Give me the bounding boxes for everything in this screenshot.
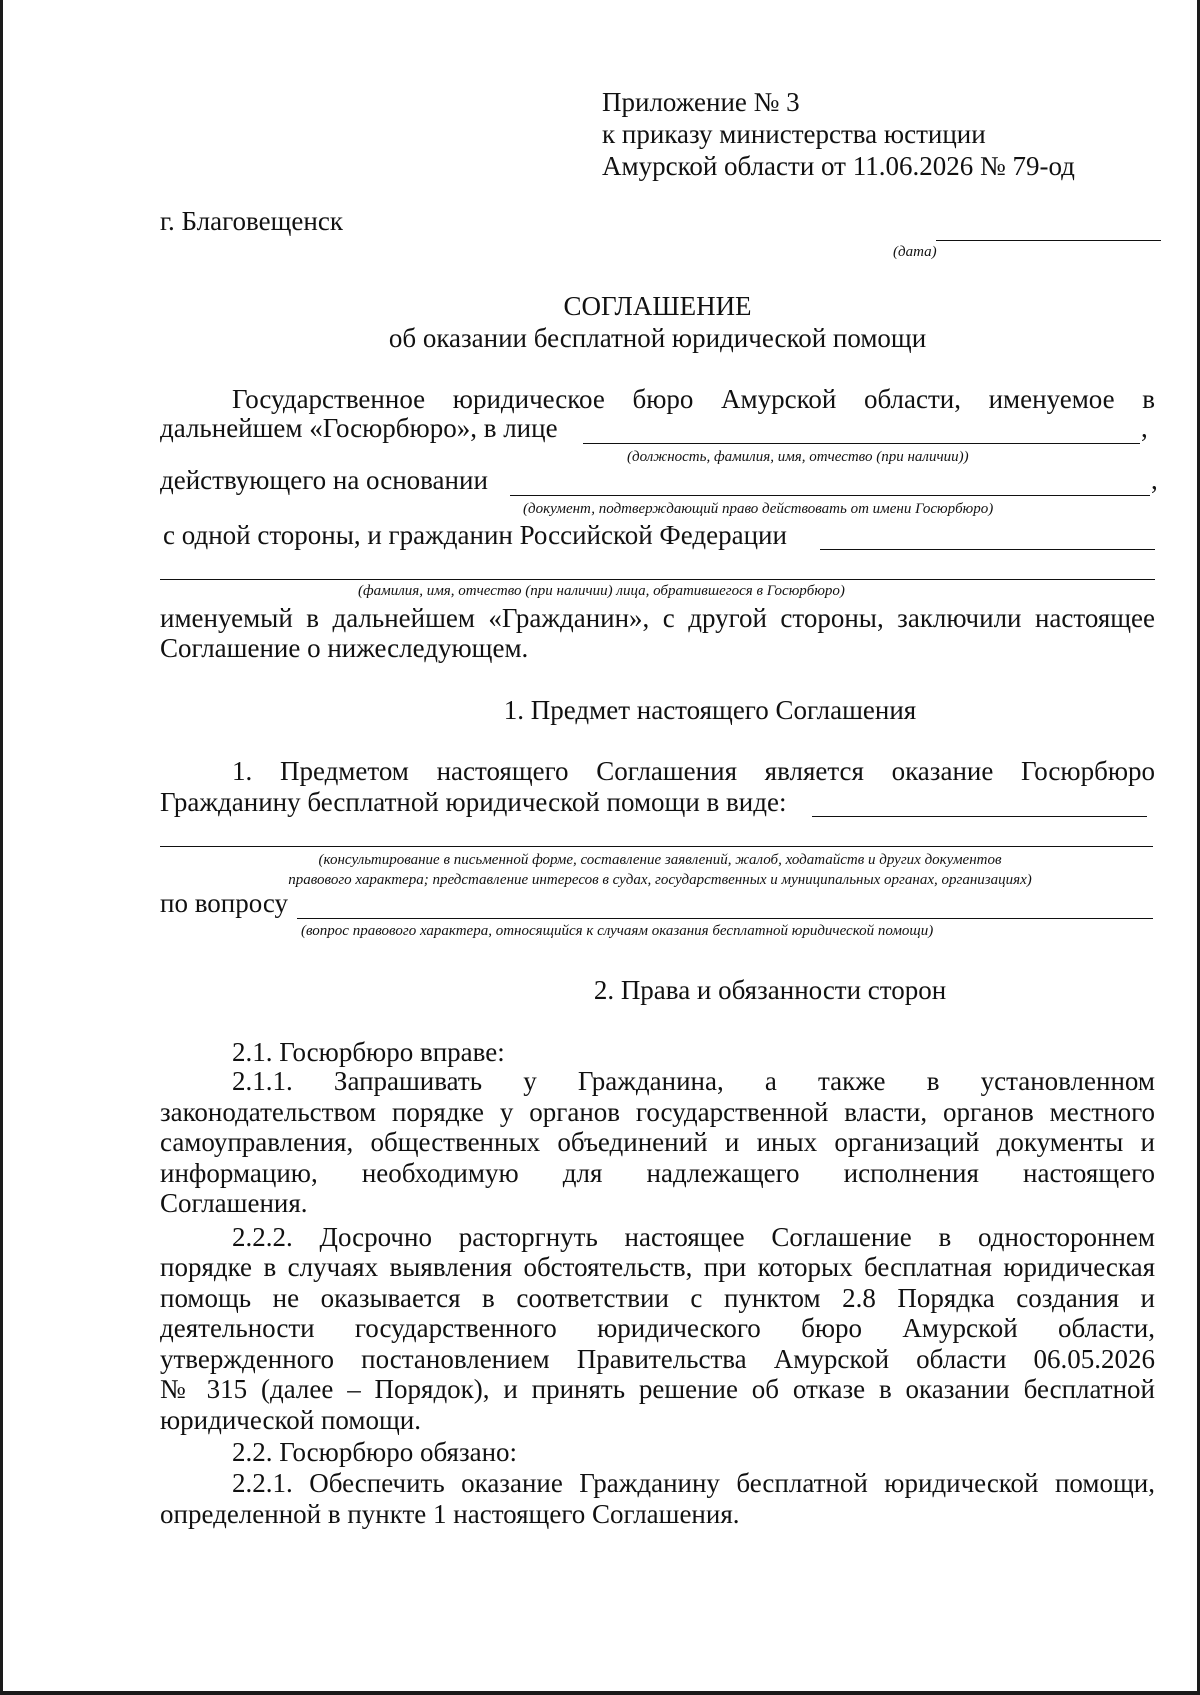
clause-2-2-1-line-2: определенной в пункте 1 настоящего Соглашения. <box>160 1499 740 1529</box>
scan-border-bottom <box>0 1691 1200 1695</box>
section-2-heading: 2. Права и обязанности сторон <box>593 975 947 1005</box>
representative-caption: (должность, фамилия, имя, отчество (при наличии)) <box>627 449 969 465</box>
help-form-caption-1: (консультирование в письменной форме, составление заявлений, жалоб, ходатайств и других документов <box>318 852 1002 868</box>
clause-2-1-1-line-5: Соглашения. <box>160 1188 308 1218</box>
date-caption: (дата) <box>893 244 937 260</box>
document-subtitle: об оказании бесплатной юридической помощи <box>388 323 927 353</box>
clause-2-2-2-line-3: помощь не оказывается в соответствии с пунктом 2.8 Порядка создания и <box>160 1283 1155 1313</box>
help-form-line-1 <box>812 816 1147 817</box>
document-title: СОГЛАШЕНИЕ <box>563 291 752 321</box>
section-1-p1-line-2: Гражданину бесплатной юридической помощи в виде: <box>160 787 787 817</box>
help-form-line-2 <box>160 846 1153 847</box>
question-caption: (вопрос правового характера, относящийся к случаям оказания бесплатной юридической помощи) <box>301 923 934 939</box>
basis-caption: (документ, подтверждающий право действовать от имени Госюрбюро) <box>523 501 994 517</box>
clause-2-1-1-line-2: законодательством порядке у органов государственной власти, органов местного <box>160 1097 1155 1127</box>
representative-line <box>583 443 1140 444</box>
clause-2-2-1-line-1: 2.2.1. Обеспечить оказание Гражданину бесплатной юридической помощи, <box>232 1468 1155 1498</box>
citizen-line-2 <box>160 579 1155 580</box>
section-1-p1-line-1: 1. Предметом настоящего Соглашения является оказание Госюрбюро <box>232 756 1155 786</box>
intro-line-4: с одной стороны, и гражданин Российской Федерации <box>163 520 787 550</box>
scan-border-left <box>0 0 3 1695</box>
date-line <box>936 240 1161 241</box>
section-1-heading: 1. Предмет настоящего Соглашения <box>503 695 917 725</box>
clause-2-1-1-line-3: самоуправления, общественных объединений и иных организаций документы и <box>160 1127 1155 1157</box>
intro-comma-1: , <box>1141 413 1148 443</box>
intro-line-1: Государственное юридическое бюро Амурской области, именуемое в <box>232 384 1155 414</box>
appendix-line-3: Амурской области от 11.06.2026 № 79-од <box>602 151 1075 181</box>
clause-2-1-1-line-1: 2.1.1. Запрашивать у Гражданина, а также в установленном <box>232 1066 1155 1096</box>
section-1-p2-label: по вопросу <box>160 888 289 918</box>
clause-2-1-heading: 2.1. Госюрбюро вправе: <box>232 1037 505 1067</box>
appendix-line-2: к приказу министерства юстиции <box>602 119 986 149</box>
help-form-caption-2: правового характера; представление интересов в судах, государственных и муниципальных органах, организациях) <box>288 872 1032 888</box>
basis-line <box>510 495 1150 496</box>
intro-line-3: действующего на основании <box>160 465 488 495</box>
intro-line-2: дальнейшем «Госюрбюро», в лице <box>160 413 558 443</box>
clause-2-2-heading: 2.2. Госюрбюро обязано: <box>232 1437 518 1467</box>
intro-line-6: Соглашение о нижеследующем. <box>160 633 529 663</box>
clause-2-2-2-line-6: № 315 (далее – Порядок), и принять решение об отказе в оказании бесплатной <box>160 1374 1155 1404</box>
clause-2-2-2-line-2: порядке в случаях выявления обстоятельств, при которых бесплатная юридическая <box>160 1252 1155 1282</box>
clause-2-2-2-line-1: 2.2.2. Досрочно расторгнуть настоящее Соглашение в одностороннем <box>232 1222 1155 1252</box>
citizen-caption: (фамилия, имя, отчество (при наличии) лица, обратившегося в Госюрбюро) <box>358 583 845 599</box>
intro-line-5: именуемый в дальнейшем «Гражданин», с другой стороны, заключили настоящее <box>160 603 1155 633</box>
city-name: г. Благовещенск <box>160 206 343 236</box>
question-line <box>297 918 1153 919</box>
clause-2-2-2-line-4: деятельности государственного юридического бюро Амурской области, <box>160 1313 1155 1343</box>
clause-2-2-2-line-7: юридической помощи. <box>160 1405 421 1435</box>
intro-comma-2: , <box>1151 465 1158 495</box>
clause-2-1-1-line-4: информацию, необходимую для надлежащего исполнения настоящего <box>160 1158 1155 1188</box>
clause-2-2-2-line-5: утвержденного постановлением Правительства Амурской области 06.05.2026 <box>160 1344 1155 1374</box>
appendix-line-1: Приложение № 3 <box>602 87 800 117</box>
citizen-line-1 <box>820 549 1155 550</box>
